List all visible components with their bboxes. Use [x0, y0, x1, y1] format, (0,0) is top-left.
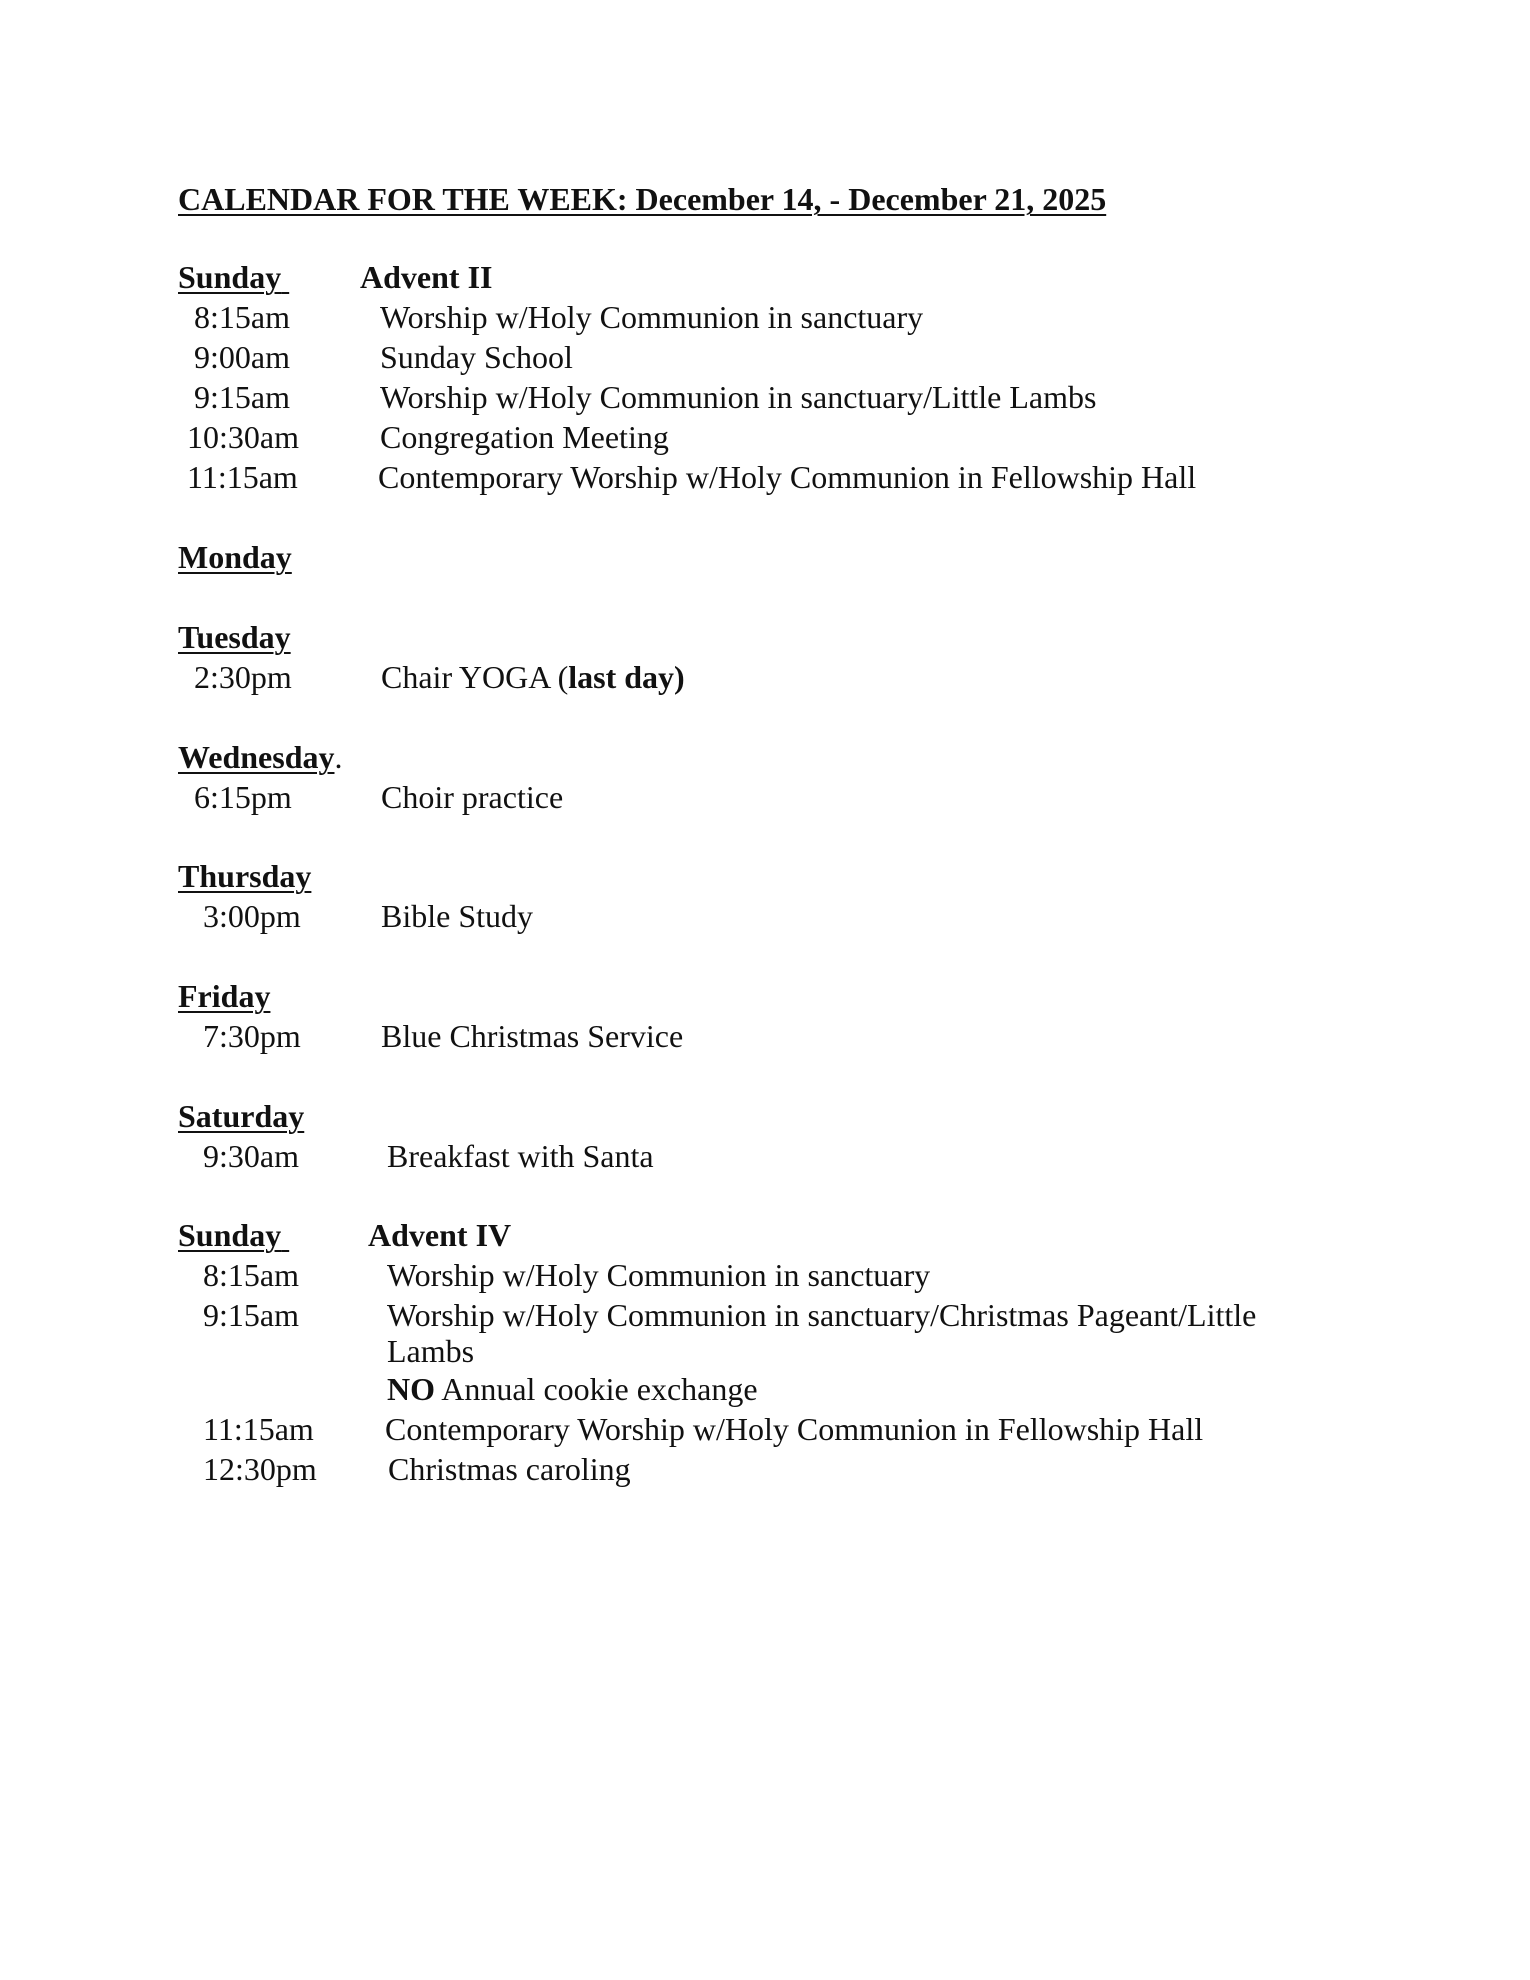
day-name: Monday [178, 539, 292, 575]
event-time: 8:15am [203, 1257, 299, 1293]
event-time: 9:30am [203, 1138, 299, 1174]
day-name: Sunday [178, 1217, 282, 1253]
day-heading-thursday [178, 858, 311, 895]
event-time: 7:30pm [203, 1018, 301, 1054]
day-heading-sunday [178, 259, 289, 296]
event-description-emphasis: last day) [568, 659, 685, 695]
event-description-emphasis: NO [387, 1371, 435, 1407]
event-time: 6:15pm [194, 779, 292, 815]
day-name: Wednesday [178, 739, 335, 775]
day-name-spacer [281, 259, 289, 295]
day-heading-wednesday [178, 739, 342, 776]
day-suffix: . [334, 739, 343, 775]
event-description-text: Annual cookie exchange [435, 1371, 758, 1407]
event-description [381, 659, 685, 696]
day-heading-tuesday [178, 619, 291, 656]
day-note-advent-ii: Advent II [360, 259, 493, 295]
event-description: Breakfast with Santa [387, 1138, 654, 1174]
day-heading-sunday-2 [178, 1217, 289, 1254]
event-time: 11:15am [187, 459, 298, 495]
event-time: 9:15am [203, 1297, 299, 1333]
event-time: 9:15am [194, 379, 290, 415]
event-description: Contemporary Worship w/Holy Communion in Fellowship Hall [378, 459, 1197, 495]
event-description: Choir practice [381, 779, 564, 815]
event-description: Worship w/Holy Communion in sanctuary [387, 1257, 931, 1293]
day-name: Thursday [178, 858, 312, 894]
day-name: Friday [178, 978, 271, 1014]
event-description-continued: Lambs [387, 1333, 475, 1369]
day-note-advent-iv: Advent IV [368, 1217, 512, 1253]
day-heading-saturday [178, 1098, 304, 1135]
day-heading-friday [178, 978, 270, 1015]
event-description [387, 1371, 758, 1408]
event-time: 10:30am [187, 419, 299, 455]
event-description: Worship w/Holy Communion in sanctuary/Little Lambs [380, 379, 1097, 415]
event-time: 2:30pm [194, 659, 292, 695]
day-name: Tuesday [178, 619, 291, 655]
event-description: Bible Study [381, 898, 534, 934]
event-time: 12:30pm [203, 1451, 317, 1487]
event-description: Contemporary Worship w/Holy Communion in Fellowship Hall [385, 1411, 1204, 1447]
event-description: Blue Christmas Service [381, 1018, 684, 1054]
day-heading-monday [178, 539, 292, 576]
event-time: 8:15am [194, 299, 290, 335]
event-description: Worship w/Holy Communion in sanctuary [380, 299, 924, 335]
event-description: Worship w/Holy Communion in sanctuary/Christmas Pageant/Little [387, 1297, 1257, 1333]
event-description-text: Chair YOGA ( [381, 659, 569, 695]
event-time: 11:15am [203, 1411, 314, 1447]
event-description: Sunday School [380, 339, 573, 375]
event-description: Christmas caroling [388, 1451, 631, 1487]
event-description: Congregation Meeting [380, 419, 669, 455]
event-time: 3:00pm [203, 898, 301, 934]
event-time: 9:00am [194, 339, 290, 375]
day-name: Saturday [178, 1098, 305, 1134]
page-title: CALENDAR FOR THE WEEK: December 14, - December 21, 2025 [178, 181, 1107, 217]
day-name-spacer [281, 1217, 289, 1253]
day-name: Sunday [178, 259, 282, 295]
